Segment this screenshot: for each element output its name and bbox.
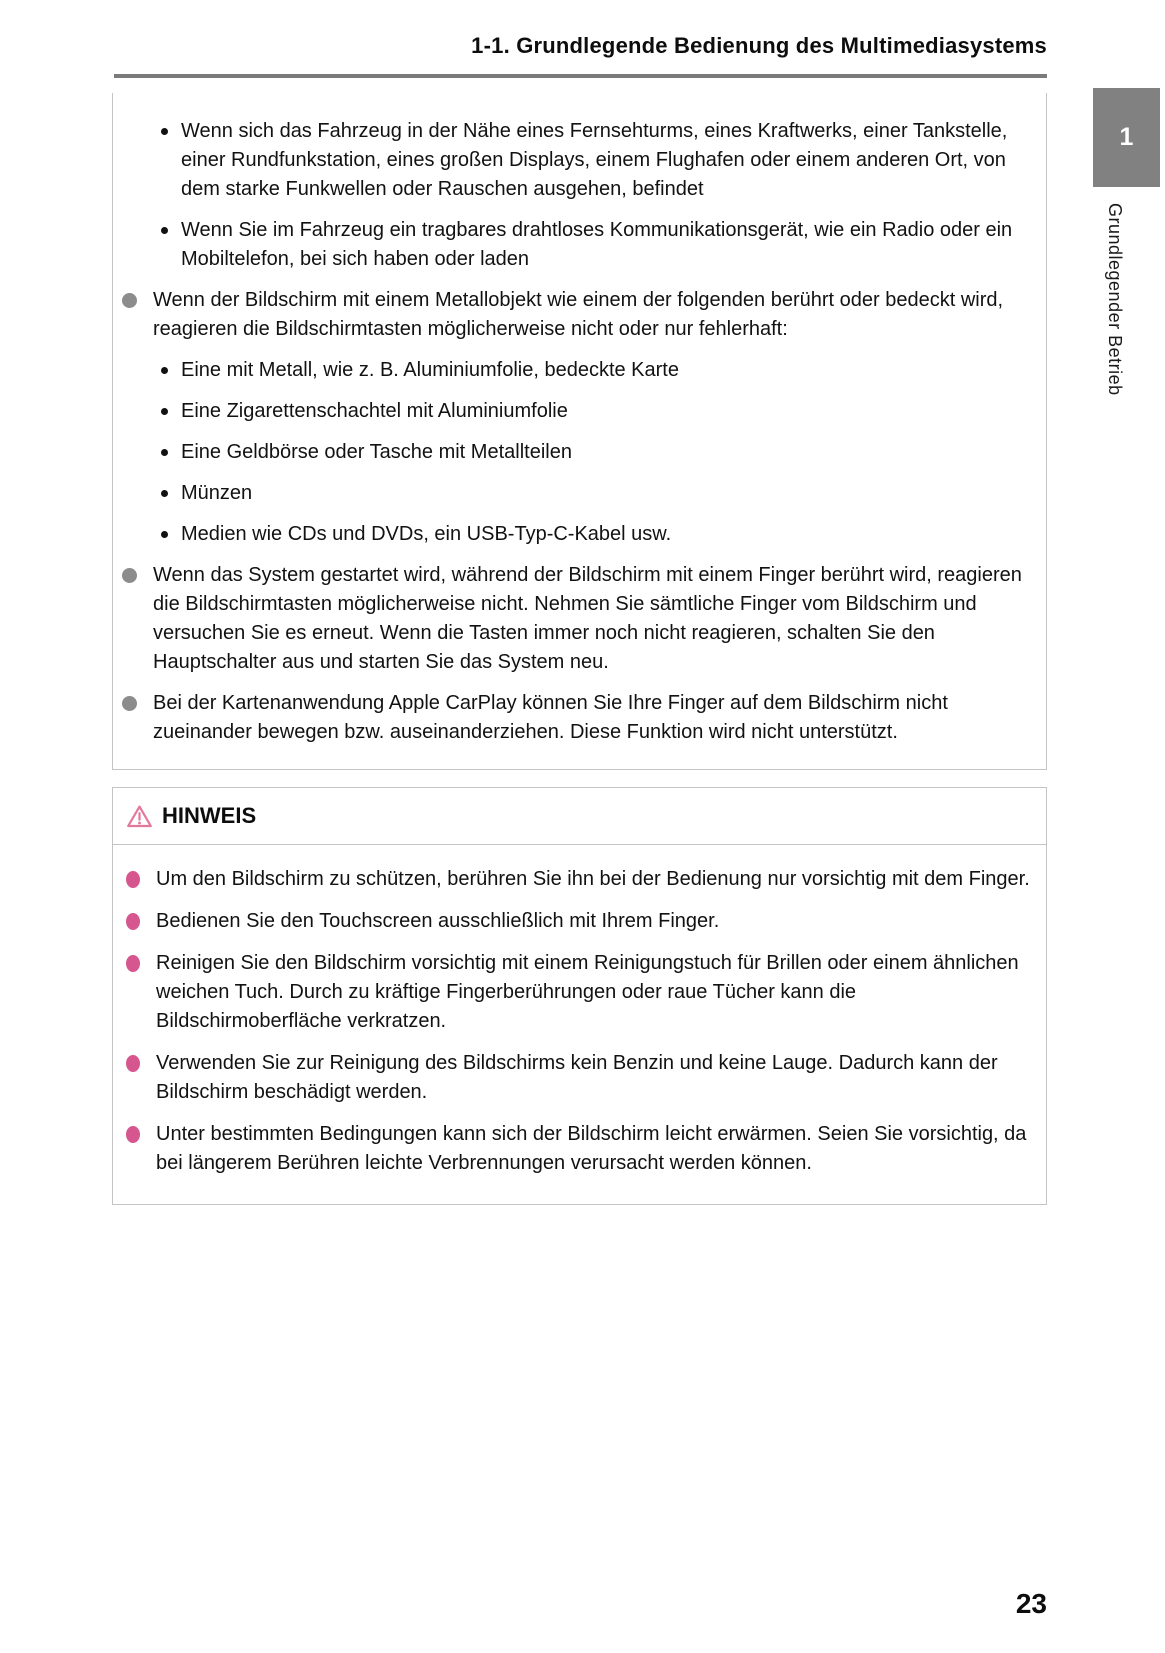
notice-title-row (113, 788, 1046, 845)
chapter-number: 1 (1119, 123, 1134, 151)
notice-item-text: Verwenden Sie zur Reinigung des Bildschirms kein Benzin und keine Lauge. Dadurch kann der Bildschirm beschädigt werden. (156, 1052, 998, 1103)
notice-item-text: Um den Bildschirm zu schützen, berühren Sie ihn bei der Bedienung nur vorsichtig mit dem Finger. (156, 868, 1030, 890)
chapter-side-label: Grundlegender Betrieb (1105, 203, 1125, 396)
dot-bullet-icon (161, 449, 168, 456)
list-item (120, 216, 1034, 274)
list-item-text: Medien wie CDs und DVDs, ein USB-Typ-C-Kabel usw. (181, 523, 672, 545)
circle-bullet-icon (122, 293, 137, 308)
dot-bullet-icon (161, 367, 168, 374)
circle-bullet-icon (122, 696, 137, 711)
list-item-text: Wenn das System gestartet wird, während der Bildschirm mit einem Finger berührt wird, reagieren die Bildschirmtasten möglicherweise nicht. Nehmen Sie sämtliche Finger vom Bildschirm und versuchen Sie es erneut. Wenn die Tasten immer noch nicht reagieren, schalten Sie den Hauptschalter aus und starten Sie das System neu. (153, 564, 1022, 673)
notice-item (120, 865, 1034, 894)
notice-title: HINWEIS (162, 803, 257, 828)
list-item (120, 397, 1034, 426)
notice-item-text: Reinigen Sie den Bildschirm vorsichtig mit einem Reinigungstuch für Brillen oder einem ähnlichen weichen Tuch. Durch zu kräftige Fingerberührungen oder raue Tücher kann die Bildschirmoberfläche verkratzen. (156, 952, 1019, 1032)
dot-bullet-icon (161, 531, 168, 538)
list-item-text: Eine mit Metall, wie z. B. Aluminiumfolie, bedeckte Karte (181, 359, 679, 381)
notice-body (113, 845, 1046, 1178)
pink-bullet-icon (126, 871, 140, 888)
notice-item-text: Bedienen Sie den Touchscreen ausschließlich mit Ihrem Finger. (156, 910, 720, 932)
notice-item (120, 1120, 1034, 1178)
dot-bullet-icon (161, 227, 168, 234)
chapter-tab (1093, 88, 1160, 187)
list-item-text: Wenn Sie im Fahrzeug ein tragbares drahtloses Kommunikationsgerät, wie ein Radio oder ein Mobiltelefon, bei sich haben oder laden (181, 219, 1013, 270)
notice-item-text: Unter bestimmten Bedingungen kann sich der Bildschirm leicht erwärmen. Seien Sie vorsichtig, da bei längerem Berühren leichte Verbrennungen verursacht werden können. (156, 1123, 1027, 1174)
notice-item (120, 1049, 1034, 1107)
circle-bullet-icon (122, 568, 137, 583)
list-item (120, 117, 1034, 204)
list-item (120, 520, 1034, 549)
pink-bullet-icon (126, 1055, 140, 1072)
dot-bullet-icon (161, 128, 168, 135)
warning-triangle-icon (126, 804, 153, 829)
list-item (120, 438, 1034, 467)
page-number: 23 (1015, 1588, 1047, 1619)
dot-bullet-icon (161, 408, 168, 415)
pink-bullet-icon (126, 955, 140, 972)
notice-item (120, 907, 1034, 936)
info-box (112, 93, 1047, 770)
list-item-text: Wenn sich das Fahrzeug in der Nähe eines Fernsehturms, eines Kraftwerks, einer Tankstelle, einer Rundfunkstation, eines großen Displays, einem Flughafen oder einem anderen Ort, von dem starke Funkwellen oder Rauschen ausgehen, befindet (181, 120, 1008, 200)
notice-item (120, 949, 1034, 1036)
list-item (120, 479, 1034, 508)
list-item (120, 356, 1034, 385)
header-rule (114, 74, 1047, 78)
pink-bullet-icon (126, 1126, 140, 1143)
list-item-text: Eine Zigarettenschachtel mit Aluminiumfolie (181, 400, 568, 422)
pink-bullet-icon (126, 913, 140, 930)
list-item (120, 286, 1034, 344)
list-item (120, 689, 1034, 747)
list-item-text: Bei der Kartenanwendung Apple CarPlay können Sie Ihre Finger auf dem Bildschirm nicht zueinander bewegen bzw. auseinanderziehen. Diese Funktion wird nicht unterstützt. (153, 692, 948, 743)
list-item-text: Wenn der Bildschirm mit einem Metallobjekt wie einem der folgenden berührt oder bedeckt wird, reagieren die Bildschirmtasten möglicherweise nicht oder nur fehlerhaft: (153, 289, 1004, 340)
list-item-text: Münzen (181, 482, 253, 504)
dot-bullet-icon (161, 490, 168, 497)
page-header-title: 1-1. Grundlegende Bedienung des Multimediasystems (471, 33, 1047, 58)
notice-box (112, 787, 1047, 1205)
list-item (120, 561, 1034, 677)
list-item-text: Eine Geldbörse oder Tasche mit Metallteilen (181, 441, 572, 463)
